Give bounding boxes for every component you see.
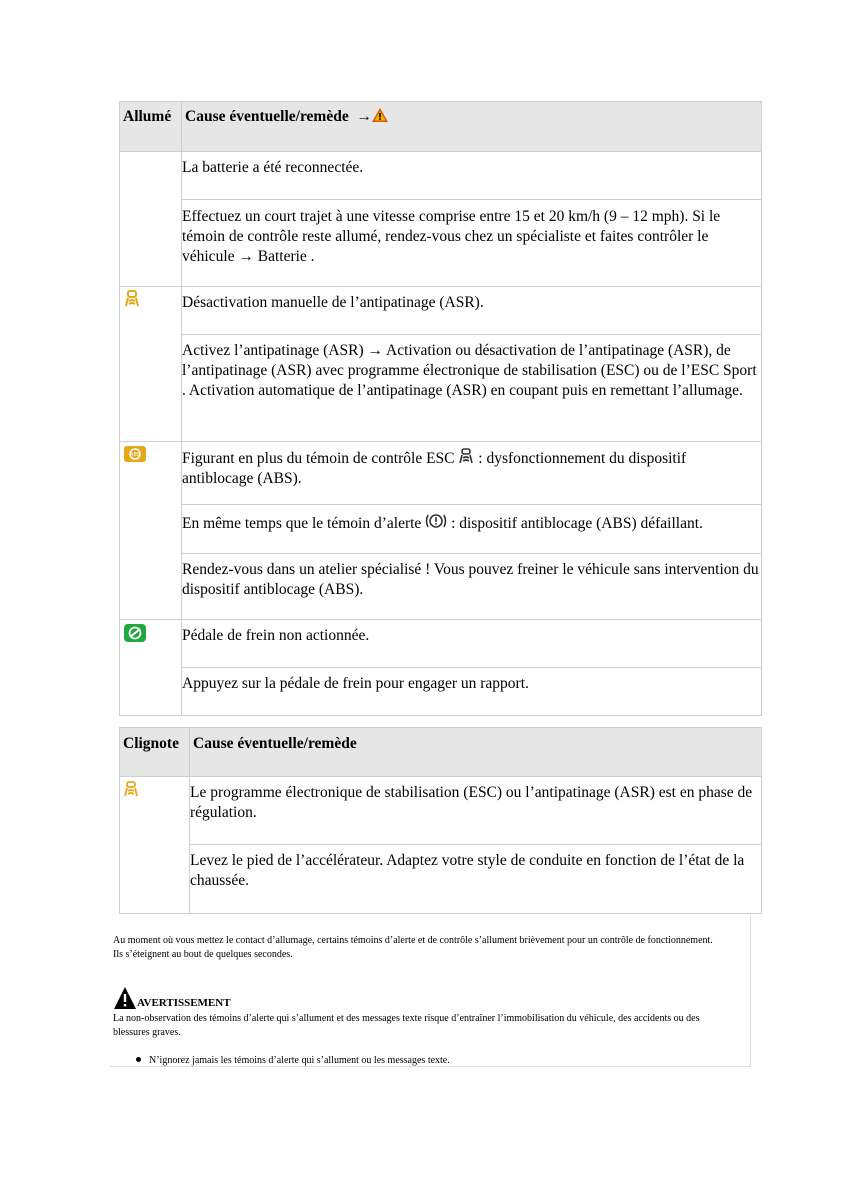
table-clignote [119,727,762,914]
warning-heading [113,986,231,1011]
row-text: En même temps que le témoin d’alerte : dispositif antiblocage (ABS) défaillant. [182,505,762,554]
warning-triangle-icon [372,108,388,122]
row-text: Rendez-vous dans un atelier spécialisé ! Vous pouvez freiner le véhicule sans intervention du dispositif antiblocage (ABS). [182,554,762,620]
table-row [120,442,762,505]
table-row [120,845,762,914]
header-col1: Allumé [120,102,182,152]
table-row [120,200,762,287]
warning-title: AVERTISSEMENT [137,997,231,1009]
table-row [120,152,762,200]
brake-pedal-icon [124,624,146,642]
icon-cell-empty [120,152,182,287]
table-header [120,102,762,152]
table-row [120,505,762,554]
table-row [120,620,762,668]
table-row [120,554,762,620]
table-row [120,335,762,442]
asr-off-icon [123,290,141,308]
table-row [120,668,762,716]
row-text: Pédale de frein non actionnée. [182,620,762,668]
row-text: Le programme électronique de stabilisation (ESC) ou l’antipatinage (ASR) est en phase de régulation. [190,777,762,845]
warning-triangle-icon [113,986,137,1010]
row-text: La batterie a été reconnectée. [182,152,762,200]
row-text: Appuyez sur la pédale de frein pour engager un rapport. [182,668,762,716]
row-text: Désactivation manuelle de l’antipatinage (ASR). [182,287,762,335]
row-text: Activez l’antipatinage (ASR) → Activation ou désactivation de l’antipatinage (ASR), de l’antipatinage (ASR) avec programme électronique de stabilisation (ESC) ou de l’ESC Sport . Activation automatique de l’antipatinage (ASR) en coupant puis en remettant l’allumage. [182,335,762,442]
svg-text:ABS: ABS [130,452,140,458]
bullet-text: N’ignorez jamais les témoins d’alerte qui s’allument ou les messages texte. [149,1055,450,1066]
table-row [120,777,762,845]
header-col2: Cause éventuelle/remède → [182,102,762,152]
row-text: Effectuez un court trajet à une vitesse comprise entre 15 et 20 km/h (9 – 12 mph). Si le témoin de contrôle reste allumé, rendez-vous chez un spécialiste et faites contrôler le véhicule → Batterie . [182,200,762,287]
table-allume [119,101,762,716]
bullet-icon [136,1057,141,1062]
icon-cell-asr [120,287,182,442]
info-note: Au moment où vous mettez le contact d’allumage, certains témoins d’alerte et de contrôle s’allument brièvement pour un contrôle de fonctionnement. Ils s’éteignent au bout de quelques secondes. [113,935,713,960]
icon-cell-brake [120,620,182,716]
icon-cell-esc-flash [120,777,190,914]
row-text: Figurant en plus du témoin de contrôle ESC : dysfonctionnement du dispositif antiblocage (ABS). [182,442,762,505]
esc-flashing-icon [123,781,139,798]
abs-icon [124,446,146,462]
table-header [120,728,762,777]
brake-warning-icon [425,512,447,530]
table-row [120,287,762,335]
warning-bullet [136,1054,450,1068]
header-col1: Clignote [120,728,190,777]
esc-icon [458,448,474,465]
icon-cell-abs [120,442,182,620]
row-text: Levez le pied de l’accélérateur. Adaptez votre style de conduite en fonction de l’état de la chaussée. [190,845,762,914]
warning-text: La non-observation des témoins d’alerte qui s’allument et des messages texte risque d’entraîner l’immobilisation du véhicule, des accidents ou des blessures graves. [113,1013,700,1038]
header-col2: Cause éventuelle/remède [190,728,762,777]
